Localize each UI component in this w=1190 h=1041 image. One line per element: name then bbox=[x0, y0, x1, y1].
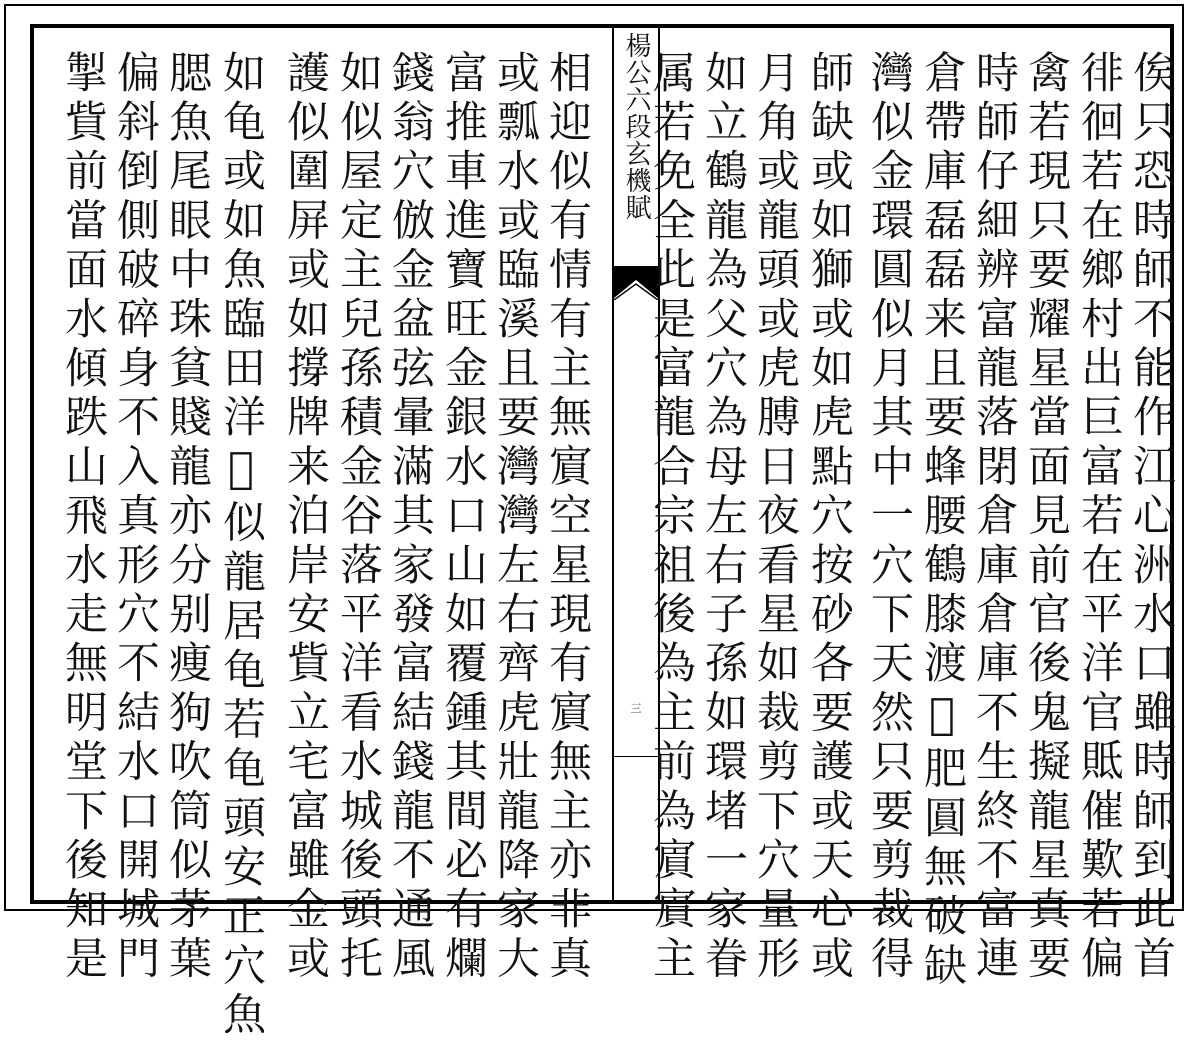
page-number: 三 bbox=[630, 702, 642, 715]
text-column: 如龟或如魚臨田洋𣲖似龍居龟若龟頭安正穴魚 bbox=[216, 50, 266, 1041]
text-block bbox=[30, 24, 1176, 1041]
text-column: 灣似金環圓似月其中一穴下天然只要剪裁得 bbox=[864, 50, 914, 985]
text-column: 徘徊若在鄉村出巨富若在平洋官貾催歎若偏 bbox=[1074, 50, 1124, 985]
book-title: 楊公六段玄機賦 bbox=[621, 32, 651, 221]
text-column: 腮魚尾眼中珠貧賤龍亦分别痩狗吹筒似茅葉 bbox=[162, 50, 212, 985]
text-column: 禽若現只要耀星當面見前官後鬼擬龍星真要 bbox=[1021, 50, 1071, 985]
text-column: 如立鶴龍為父穴為母左右子孫如環堵一家眷 bbox=[698, 50, 748, 985]
text-column: 偏斜倒側破碎身不入真形穴不結水口開城門 bbox=[110, 50, 160, 985]
text-column: 師缺或如獅或如虎點穴按砂各要護或天心或 bbox=[804, 50, 854, 985]
text-column: 倉帶庫磊磊来且要蜂腰鶴膝渡𣲖肥圓無破缺 bbox=[917, 50, 967, 992]
text-column: 俟只恐時師不能作江心洲水口雖時師到此首 bbox=[1126, 50, 1176, 985]
text-column: 相迎似有情有主無賔空星現有賔無主亦非真 bbox=[542, 50, 592, 985]
text-column: 護似圍屏或如撐牌来泊岸安貲立宅富雖金或 bbox=[280, 50, 330, 985]
text-column: 富推車進寶旺金銀水口山如覆鍾其間必有爛 bbox=[438, 50, 488, 985]
page-frame bbox=[4, 4, 1184, 1041]
text-column: 時師仔細辨富龍落閉倉庫倉庫不生終不富連 bbox=[969, 50, 1019, 985]
text-column: 錢翁穴倣金盆弦暈滿其家發富結錢龍不通風 bbox=[385, 50, 435, 985]
text-column: 如似屋定主兒孫積金谷落平洋看水城後頭托 bbox=[333, 50, 383, 985]
text-column: 或瓢水或臨溪且要灣灣左右齊虎壯龍降家大 bbox=[490, 50, 540, 985]
text-column: 属若免全此是富龍合宗祖後為主前為賔賔主 bbox=[646, 50, 696, 985]
text-column: 掣貲前當面水傾跌山飛水走無明堂下後知是 bbox=[58, 50, 108, 985]
text-column: 月角或龍頭或虎膊日夜看星如裁剪下穴量形 bbox=[750, 50, 800, 985]
